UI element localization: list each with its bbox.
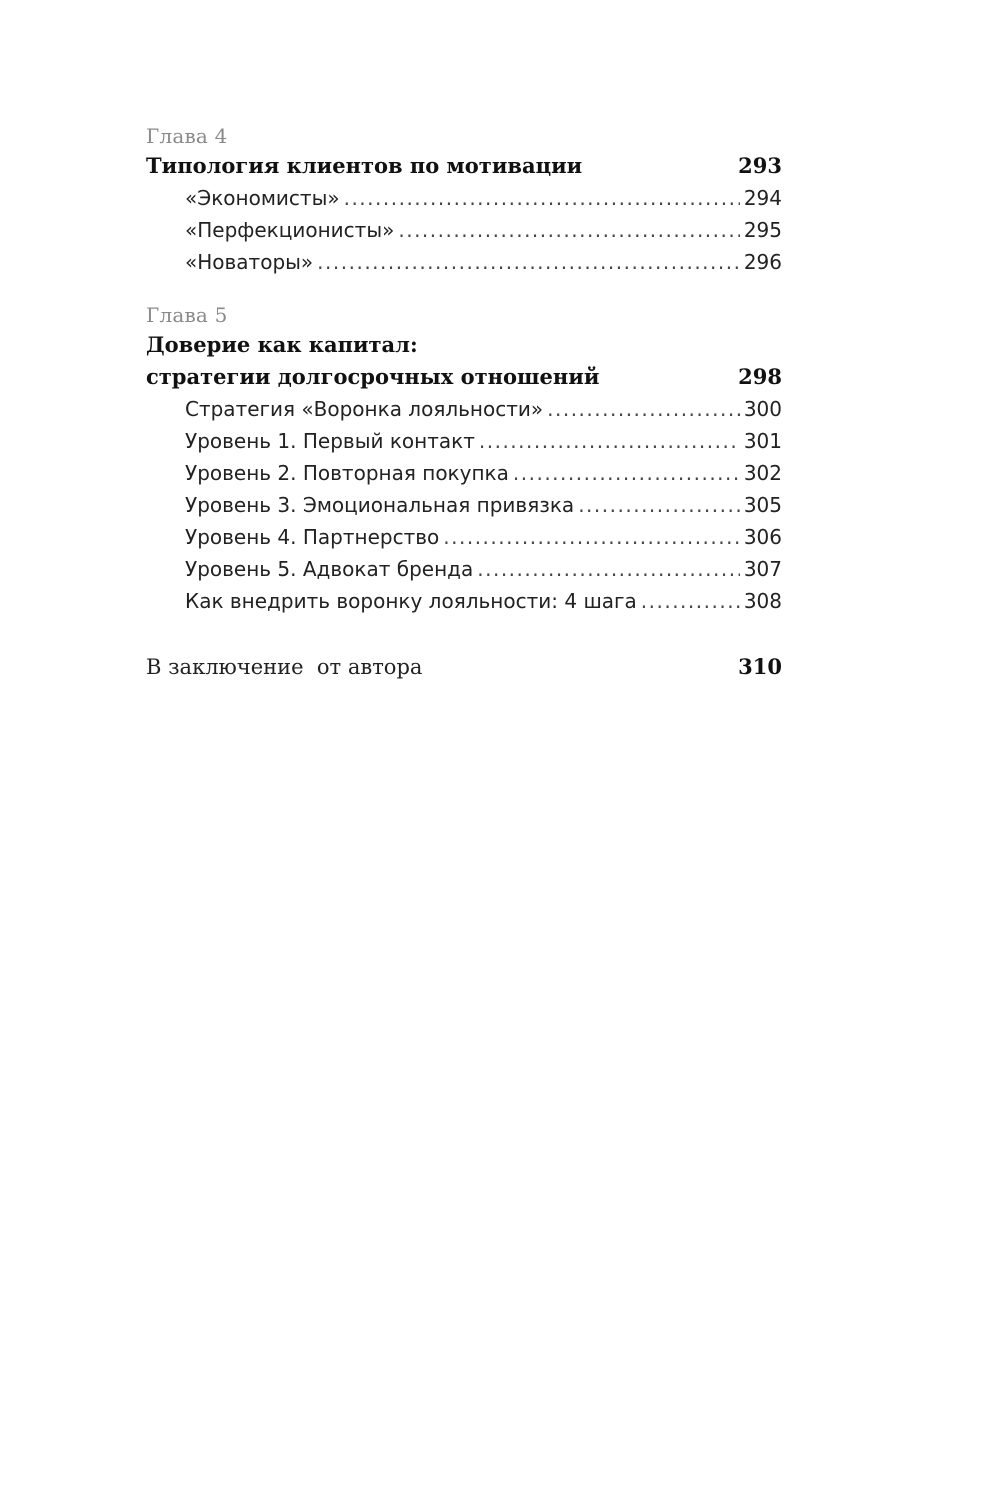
toc-entry[interactable]: [146, 393, 782, 425]
toc-entry-page: 294: [743, 186, 782, 210]
toc-entry-text: Уровень 2. Повторная покупка: [185, 461, 509, 485]
toc-entry-text: Уровень 1. Первый контакт: [185, 429, 475, 453]
toc-entry[interactable]: [146, 521, 782, 553]
dot-leader: [398, 214, 739, 246]
toc-entry[interactable]: [146, 182, 782, 214]
toc-entry-page: 305: [743, 493, 782, 517]
toc-entry-text: «Перфекционисты»: [185, 218, 395, 242]
dot-leader: [477, 553, 740, 585]
conclusion-entry[interactable]: [146, 651, 782, 683]
chapter-title-row[interactable]: [146, 150, 782, 182]
toc-entry-page: 296: [743, 250, 782, 274]
conclusion-title: В заключение от автора: [146, 655, 423, 679]
toc-entry[interactable]: [146, 553, 782, 585]
toc-entry[interactable]: [146, 457, 782, 489]
chapter-label: Глава 4: [146, 124, 228, 148]
toc-entry-text: «Экономисты»: [185, 186, 340, 210]
chapter-5: [146, 297, 782, 617]
dot-leader: [641, 585, 740, 617]
dot-leader: [479, 425, 740, 457]
toc-entry[interactable]: [146, 425, 782, 457]
toc-entry-text: Уровень 3. Эмоциональная привязка: [185, 493, 575, 517]
toc-entry-page: 301: [743, 429, 782, 453]
toc-entry-page: 307: [743, 557, 782, 581]
dot-leader: [443, 521, 740, 553]
chapter-title-line-1[interactable]: Доверие как капитал:: [146, 332, 418, 357]
chapter-4: [146, 118, 782, 278]
dot-leader: [317, 246, 740, 278]
chapter-page-number: 298: [738, 364, 782, 389]
chapter-title-row[interactable]: [146, 361, 782, 393]
toc-entry[interactable]: [146, 489, 782, 521]
chapter-title: Типология клиентов по мотивации: [146, 153, 583, 178]
toc-entry-text: Уровень 5. Адвокат бренда: [185, 557, 474, 581]
toc-entry-text: Как внедрить воронку лояльности: 4 шага: [185, 589, 637, 613]
toc-entry-page: 295: [743, 218, 782, 242]
dot-leader: [344, 182, 740, 214]
toc-entry-text: «Новаторы»: [185, 250, 314, 274]
toc-entry[interactable]: [146, 585, 782, 617]
conclusion-page-number: 310: [738, 654, 782, 679]
toc-entry-page: 300: [743, 397, 782, 421]
toc-entry-page: 302: [743, 461, 782, 485]
dot-leader: [578, 489, 740, 521]
table-of-contents: [146, 118, 782, 683]
toc-entry-page: 308: [743, 589, 782, 613]
toc-entry[interactable]: [146, 246, 782, 278]
dot-leader: [513, 457, 740, 489]
dot-leader: [547, 393, 740, 425]
chapter-label: Глава 5: [146, 303, 228, 327]
toc-entry[interactable]: [146, 214, 782, 246]
chapter-page-number: 293: [738, 153, 782, 178]
toc-entry-text: Уровень 4. Партнерство: [185, 525, 440, 549]
chapter-title-line-2: стратегии долгосрочных отношений: [146, 364, 600, 389]
toc-entry-page: 306: [743, 525, 782, 549]
toc-entry-text: Стратегия «Воронка лояльности»: [185, 397, 544, 421]
